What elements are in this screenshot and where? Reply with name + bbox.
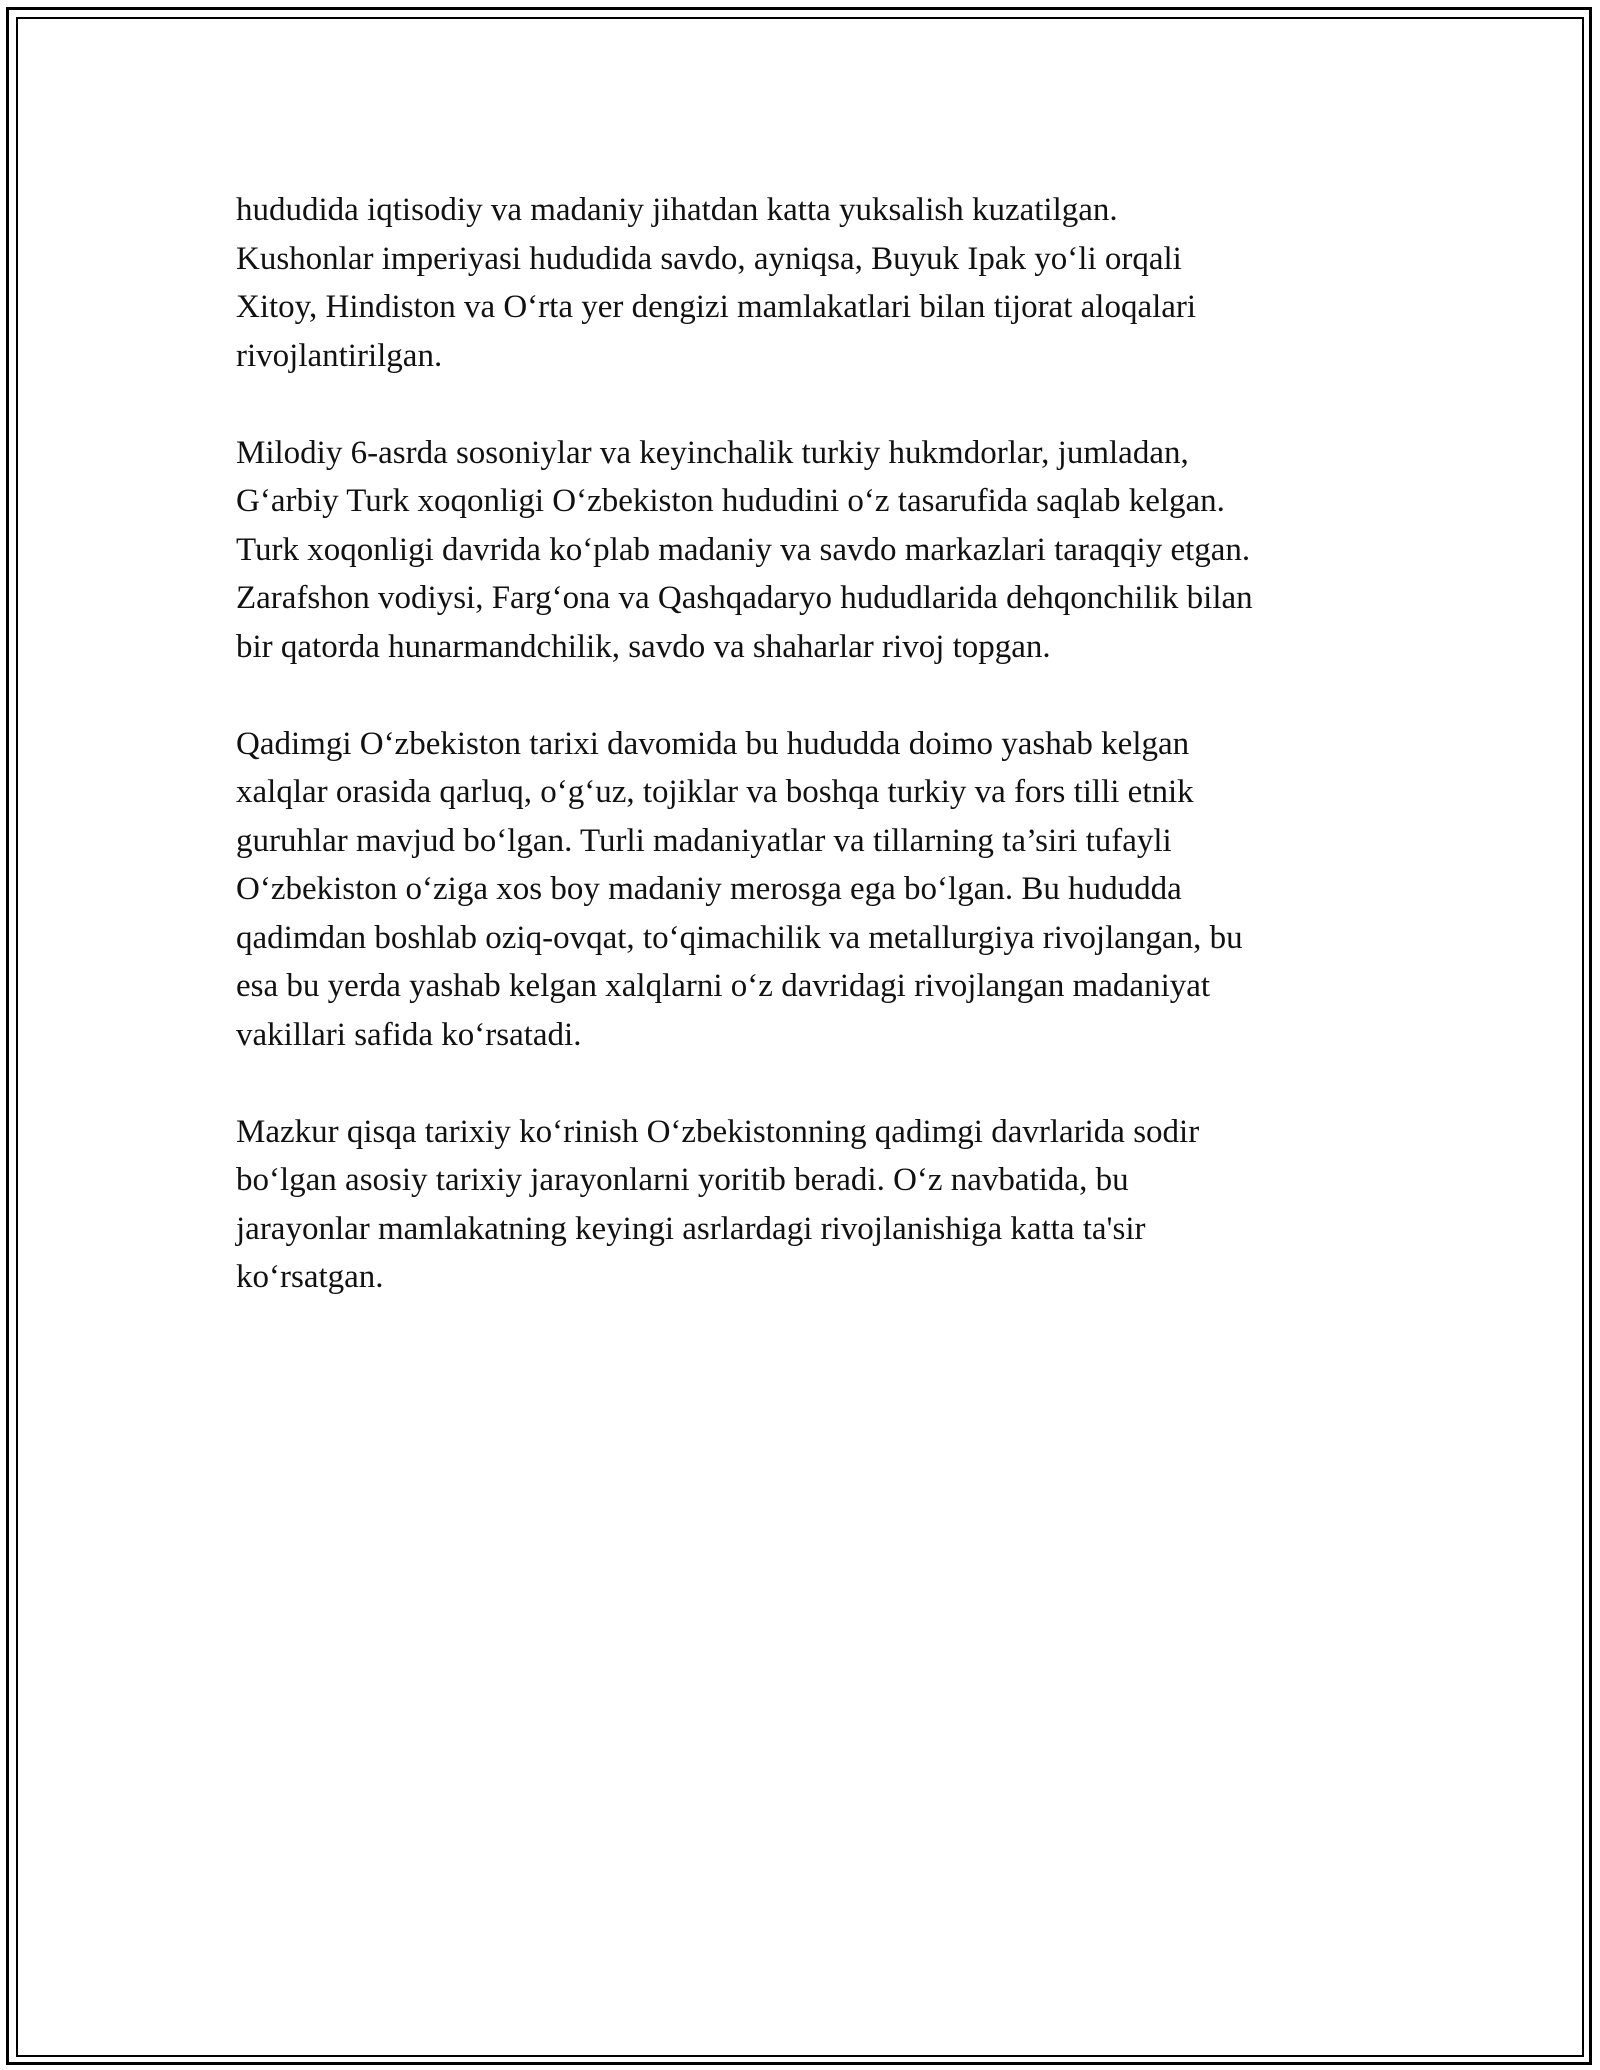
paragraph — [236, 1108, 1376, 1302]
paragraph — [236, 720, 1376, 1060]
text-line: Qadimgi O‘zbekiston tarixi davomida bu hududda doimo yashab kelgan — [236, 725, 1190, 762]
text-line: hududida iqtisodiy va madaniy jihatdan katta yuksalish kuzatilgan. — [236, 192, 1118, 228]
text-line: O‘zbekiston o‘ziga xos boy madaniy merosga ega bo‘lgan. Bu hududda — [236, 871, 1182, 907]
text-line: Zarafshon vodiysi, Farg‘ona va Qashqadaryo hududlarida dehqonchilik bilan — [236, 580, 1253, 616]
text-line: rivojlantirilgan. — [236, 337, 443, 374]
document-body — [236, 186, 1376, 1350]
text-line: vakillari safida ko‘rsatadi. — [236, 1016, 582, 1053]
text-line: Turk xoqonligi davrida ko‘plab madaniy va savdo markazlari taraqqiy etgan. — [236, 531, 1251, 568]
text-line: guruhlar mavjud bo‘lgan. Turli madaniyatlar va tillarning ta’siri tufayli — [236, 822, 1172, 859]
paragraph — [236, 429, 1376, 672]
text-line: esa bu yerda yashab kelgan xalqlarni o‘z davridagi rivojlangan madaniyat — [236, 968, 1211, 1004]
text-line: Mazkur qisqa tarixiy ko‘rinish O‘zbekistonning qadimgi davrlarida sodir — [236, 1113, 1200, 1150]
text-line: Xitoy, Hindiston va O‘rta yer dengizi mamlakatlari bilan tijorat aloqalari — [236, 289, 1197, 325]
text-line: jarayonlar mamlakatning keyingi asrlardagi rivojlanishiga katta ta'sir — [236, 1210, 1146, 1247]
text-line: Milodiy 6-asrda sosoniylar va keyinchalik turkiy hukmdorlar, jumladan, — [236, 434, 1189, 471]
text-line: G‘arbiy Turk xoqonligi O‘zbekiston hududini o‘z tasarufida saqlab kelgan. — [236, 483, 1225, 519]
text-line: bir qatorda hunarmandchilik, savdo va shaharlar rivoj topgan. — [236, 628, 1051, 665]
text-line: bo‘lgan asosiy tarixiy jarayonlarni yoritib beradi. O‘z navbatida, bu — [236, 1162, 1129, 1198]
text-line: Kushonlar imperiyasi hududida savdo, ayniqsa, Buyuk Ipak yo‘li orqali — [236, 240, 1182, 277]
text-line: ko‘rsatgan. — [236, 1259, 384, 1295]
text-line: qadimdan boshlab oziq-ovqat, to‘qimachilik va metallurgiya rivojlangan, bu — [236, 919, 1243, 956]
text-line: xalqlar orasida qarluq, o‘g‘uz, tojiklar va boshqa turkiy va fors tilli etnik — [236, 774, 1194, 810]
paragraph — [236, 186, 1376, 380]
